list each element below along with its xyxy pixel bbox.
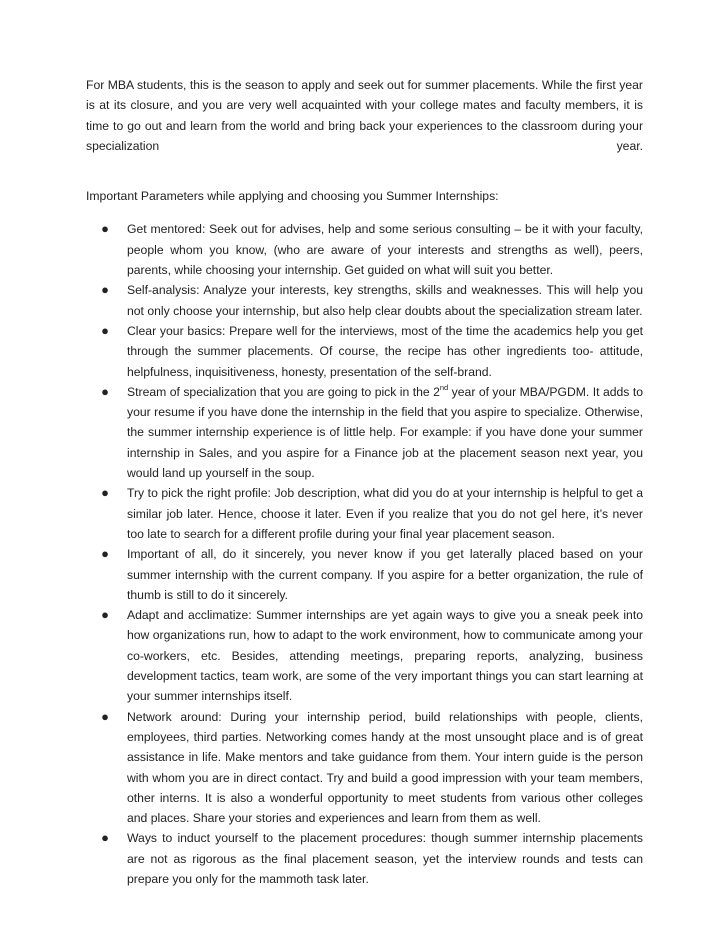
list-item-text: Important of all, do it sincerely, you never know if you get laterally placed based on your summer internship with the current company. If you aspire for a better organization, the rule of thumb is still to do it sincerely.	[127, 547, 643, 602]
bullet-icon: ●	[101, 221, 109, 237]
list-item-text: Get mentored: Seek out for advises, help and some serious consulting – be it with your faculty, people whom you know, (who are aware of your interests and strengths as well), peers, parents, while choosing your internship. Get guided on what will suit you better.	[127, 222, 643, 278]
stream-text-start: Stream of specialization that you are going to pick in the 2	[127, 384, 440, 399]
list-item	[86, 544, 643, 605]
list-item	[86, 382, 643, 483]
list-item	[86, 828, 643, 889]
document-page	[86, 75, 643, 889]
bullet-icon: ●	[101, 607, 109, 623]
list-item	[86, 707, 643, 829]
bullet-icon: ●	[101, 383, 109, 399]
intro-paragraph: For MBA students, this is the season to apply and seek out for summer placements. While the first year is at its closure, and you are very well acquainted with your college mates and faculty members, it is time to go out and learn from the world and bring back your experiences to the classroom during your specialization year.	[86, 78, 643, 153]
stream-text-end: year of your MBA/PGDM. It adds to your resume if you have done the internship in the field that you aspire to specialize. Otherwise, the summer internship experience is of little help. For example: if you have done your summer internship in Sales, and you aspire for a Finance job at the placement season next year, you would land up yourself in the soup.	[127, 384, 643, 481]
parameters-list	[86, 219, 643, 889]
list-item	[86, 219, 643, 280]
bullet-icon: ●	[101, 485, 109, 501]
bullet-icon: ●	[101, 708, 109, 724]
list-item-text	[127, 382, 643, 481]
bullet-icon: ●	[101, 322, 109, 338]
ordinal-suffix: nd	[439, 382, 449, 392]
list-item-text: Adapt and acclimatize: Summer internships are yet again ways to give you a sneak peek into how organizations run, how to adapt to the work environment, how to communicate among your co-workers, etc. Besides, attending meetings, preparing reports, analyzing, business development tactics, team work, are some of the very important things you can start learning at your summer internships itself.	[127, 608, 643, 704]
list-item	[86, 280, 643, 321]
list-item-text: Self-analysis: Analyze your interests, key strengths, skills and weaknesses. This will help you not only choose your internship, but also help clear doubts about the specialization stream later.	[127, 283, 643, 318]
list-item-text: Network around: During your internship period, build relationships with people, clients, employees, third parties. Networking comes handy at the most unsought place and is of great assistance in life. Make mentors and take guidance from them. Your intern guide is the person with whom you are in direct contact. Try and build a good impression with your team members, other interns. It is also a wonderful opportunity to meet students from various other colleges and places. Share your stories and experiences and learn from them as well.	[127, 709, 643, 826]
bullet-icon: ●	[101, 830, 109, 846]
list-item-text: Ways to induct yourself to the placement procedures: though summer internship placements are not as rigorous as the final placement season, yet the interview rounds and tests can prepare you only for the mammoth task later.	[127, 831, 643, 886]
bullet-icon: ●	[101, 546, 109, 562]
section-heading: Important Parameters while applying and choosing you Summer Internships:	[86, 189, 499, 204]
list-item	[86, 605, 643, 706]
bullet-icon: ●	[101, 282, 109, 298]
list-item	[86, 321, 643, 382]
list-item	[86, 483, 643, 544]
list-item-text: Clear your basics: Prepare well for the interviews, most of the time the academics help you get through the summer placements. Of course, the recipe has other ingredients too- attitude, helpfulness, inquisitiveness, honesty, presentation of the self-brand.	[127, 323, 643, 379]
list-item-text: Try to pick the right profile: Job description, what did you do at your internship is helpful to get a similar job later. Hence, choose it later. Even if you realize that you do not gel here, it’s never too late to search for a different profile during your final year placement season.	[127, 486, 643, 541]
